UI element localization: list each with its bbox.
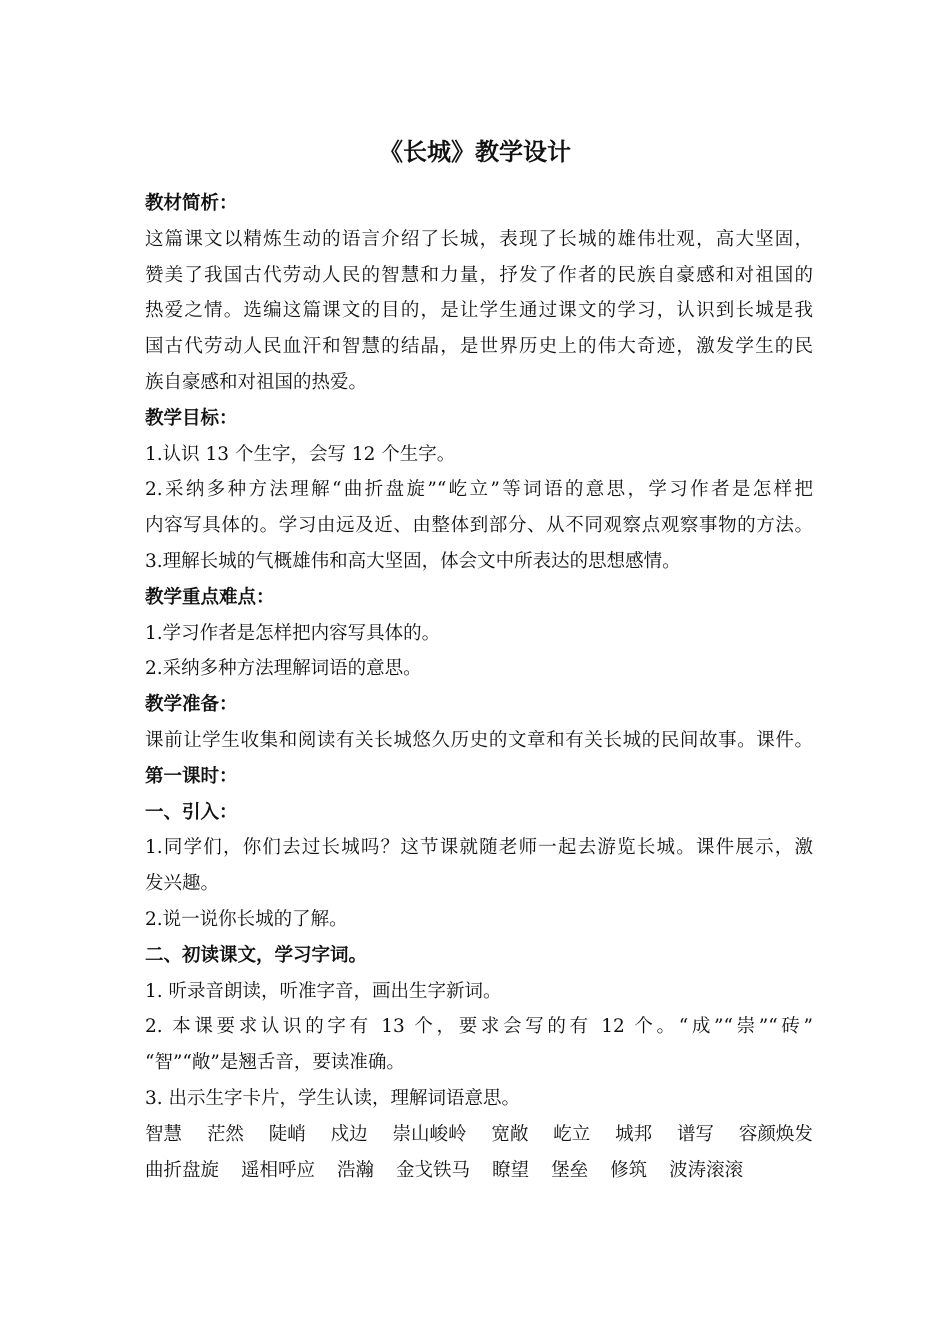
- document-title: 《长城》教学设计: [379, 137, 571, 166]
- part-1-item-2: 2.说一说你长城的了解。: [145, 908, 348, 930]
- part-2-item-2-continued: “智”“敞”是翘舌音，要读准确。: [145, 1052, 405, 1074]
- materials-line: 热爱之情。选编这篇课文的目的，是让学生通过课文的学习，认识到长城是我: [145, 300, 813, 322]
- materials-line: 国古代劳动人民血汗和智慧的结晶，是世界历史上的伟大奇迹，激发学生的民: [145, 336, 813, 358]
- part-2-item-3: 3. 出示生字卡片，学生认读，理解词语意思。: [145, 1087, 521, 1109]
- vocabulary-word: 容颜焕发: [738, 1123, 813, 1145]
- part-2-heading: 二、初读课文，学习字词。: [145, 944, 368, 966]
- vocabulary-word: 屹立: [553, 1123, 591, 1145]
- vocabulary-word: 宽敞: [491, 1123, 529, 1145]
- vocabulary-word: 浩瀚: [337, 1159, 375, 1181]
- part-1-item-1-continued: 发兴趣。: [145, 873, 220, 895]
- vocabulary-word: 城邦: [615, 1123, 653, 1145]
- part-1-item-1: 1.同学们，你们去过长城吗？这节课就随老师一起去游览长城。课件展示，激: [145, 837, 813, 859]
- key-point-1: 1.学习作者是怎样把内容写具体的。: [145, 622, 441, 644]
- part-2-item-2: 2. 本课要求认识的字有 13 个，要求会写的有 12 个。“成”“崇”“砖”: [145, 1016, 813, 1038]
- goal-item-1: 1.认识 13 个生字，会写 12 个生字。: [145, 443, 456, 465]
- document-body: [145, 186, 813, 1188]
- vocabulary-word: 戍边: [330, 1123, 368, 1145]
- vocabulary-word: 波涛滚滚: [669, 1159, 744, 1181]
- vocabulary-word: 崇山峻岭: [392, 1123, 467, 1145]
- vocabulary-word: 陡峭: [268, 1123, 306, 1145]
- vocabulary-word: 遥相呼应: [241, 1159, 316, 1181]
- lesson-heading: 第一课时：: [145, 765, 238, 787]
- section-heading-goals: 教学目标：: [145, 407, 238, 429]
- goal-item-2: 2.采纳多种方法理解“曲折盘旋”“屹立”等词语的意思，学习作者是怎样把: [145, 479, 813, 501]
- goal-item-3: 3.理解长城的气概雄伟和高大坚固，体会文中所表达的思想感情。: [145, 550, 681, 572]
- vocabulary-row-1: [145, 1117, 813, 1153]
- section-heading-key-points: 教学重点难点：: [145, 586, 275, 608]
- vocabulary-word: 曲折盘旋: [145, 1159, 220, 1181]
- section-heading-materials: 教材简析：: [145, 193, 238, 214]
- vocabulary-row-2: [145, 1153, 813, 1189]
- preparation-text: 课前让学生收集和阅读有关长城悠久历史的文章和有关长城的民间故事。课件。: [145, 729, 813, 751]
- goal-item-2-continued: 内容写具体的。学习由远及近、由整体到部分、从不同观察点观察事物的方法。: [145, 515, 813, 537]
- vocabulary-word: 谱写: [677, 1123, 715, 1145]
- vocabulary-word: 瞭望: [492, 1159, 530, 1181]
- section-heading-preparation: 教学准备：: [145, 694, 238, 716]
- materials-line: 族自豪感和对祖国的热爱。: [145, 371, 368, 393]
- key-point-2: 2.采纳多种方法理解词语的意思。: [145, 658, 422, 680]
- vocabulary-word: 修筑: [610, 1159, 648, 1181]
- vocabulary-word: 智慧: [145, 1123, 183, 1145]
- part-1-heading: 一、引入：: [145, 801, 238, 823]
- vocabulary-word: 茫然: [206, 1123, 244, 1145]
- part-2-item-1: 1. 听录音朗读，听准字音，画出生字新词。: [145, 980, 502, 1002]
- materials-line: 这篇课文以精炼生动的语言介绍了长城，表现了长城的雄伟壮观，高大坚固，: [145, 228, 813, 250]
- materials-line: 赞美了我国古代劳动人民的智慧和力量，抒发了作者的民族自豪感和对祖国的: [145, 264, 813, 286]
- vocabulary-word: 金戈铁马: [396, 1159, 471, 1181]
- vocabulary-word: 堡垒: [551, 1159, 589, 1181]
